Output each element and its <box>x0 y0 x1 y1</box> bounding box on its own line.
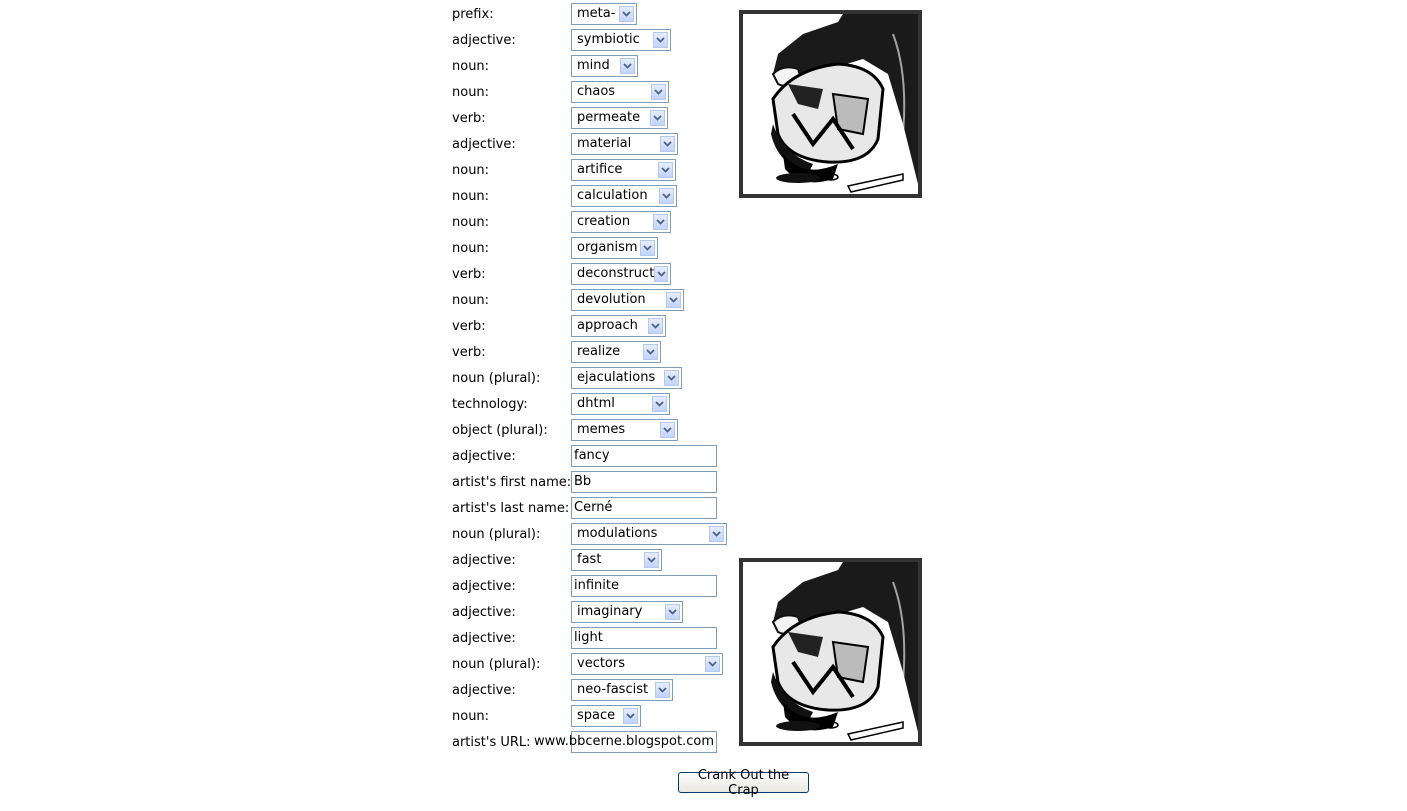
form-row <box>452 209 742 235</box>
chevron-down-icon[interactable] <box>640 240 655 256</box>
form-row <box>452 547 742 573</box>
chevron-down-icon[interactable] <box>665 604 680 620</box>
form-row <box>452 625 742 651</box>
field-label: noun (plural): <box>452 527 541 542</box>
select-value: chaos <box>577 84 616 99</box>
chevron-down-icon[interactable] <box>666 292 681 308</box>
photo-illustration <box>743 562 918 742</box>
select-value: vectors <box>577 656 626 671</box>
word-select[interactable] <box>571 263 671 285</box>
word-select[interactable] <box>571 3 637 25</box>
form-row <box>452 1 742 27</box>
field-label: noun: <box>452 215 490 230</box>
field-label: adjective: <box>452 33 516 48</box>
chevron-down-icon[interactable] <box>653 214 668 230</box>
chevron-down-icon[interactable] <box>648 318 663 334</box>
form-row <box>452 365 742 391</box>
word-text-input[interactable] <box>571 445 717 467</box>
select-value: artifice <box>577 162 623 177</box>
input-value: www.bbcerne.blogspot.com <box>533 734 714 749</box>
form-row <box>452 677 742 703</box>
field-label: noun: <box>452 241 490 256</box>
field-label: noun (plural): <box>452 371 541 386</box>
form-row <box>452 235 742 261</box>
select-value: fast <box>577 552 602 567</box>
select-value: calculation <box>577 188 648 203</box>
chevron-down-icon[interactable] <box>652 396 667 412</box>
field-label: noun: <box>452 709 490 724</box>
input-value: infinite <box>574 578 619 593</box>
form-row <box>452 157 742 183</box>
chevron-down-icon[interactable] <box>644 552 659 568</box>
form-row <box>452 339 742 365</box>
mad-libs-form <box>452 1 742 755</box>
word-select[interactable] <box>571 133 678 155</box>
field-label: adjective: <box>452 553 516 568</box>
field-label: verb: <box>452 111 486 126</box>
word-select[interactable] <box>571 367 682 389</box>
select-value: ejaculations <box>577 370 656 385</box>
select-value: realize <box>577 344 621 359</box>
chevron-down-icon[interactable] <box>651 84 666 100</box>
crank-out-submit-button[interactable]: Crank Out the Crap <box>678 772 809 793</box>
word-select[interactable] <box>571 29 671 51</box>
select-value: approach <box>577 318 638 333</box>
form-row <box>452 313 742 339</box>
word-text-input[interactable] <box>571 575 717 597</box>
word-select[interactable] <box>571 601 683 623</box>
form-row <box>452 703 742 729</box>
word-select[interactable] <box>571 237 658 259</box>
field-label: adjective: <box>452 137 516 152</box>
word-select[interactable] <box>571 289 684 311</box>
chevron-down-icon[interactable] <box>650 110 665 126</box>
form-row <box>452 469 742 495</box>
select-value: devolution <box>577 292 646 307</box>
select-value: material <box>577 136 632 151</box>
word-select[interactable] <box>571 341 661 363</box>
select-value: mind <box>577 58 610 73</box>
form-row <box>452 183 742 209</box>
select-value: creation <box>577 214 631 229</box>
input-value: Cerné <box>574 500 613 515</box>
field-label: technology: <box>452 397 528 412</box>
form-row <box>452 105 742 131</box>
field-label: verb: <box>452 267 486 282</box>
select-value: organism <box>577 240 638 255</box>
chevron-down-icon[interactable] <box>658 162 673 178</box>
form-row <box>452 391 742 417</box>
form-row <box>452 729 742 755</box>
hand-pouring-jar-photo-2 <box>739 558 922 746</box>
field-label: noun (plural): <box>452 657 541 672</box>
field-label: noun: <box>452 59 490 74</box>
select-value: space <box>577 708 616 723</box>
form-row <box>452 599 742 625</box>
chevron-down-icon[interactable] <box>619 6 634 22</box>
field-label: noun: <box>452 163 490 178</box>
word-text-input[interactable] <box>571 497 717 519</box>
field-label: verb: <box>452 319 486 334</box>
chevron-down-icon[interactable] <box>660 136 675 152</box>
chevron-down-icon[interactable] <box>653 32 668 48</box>
input-value: Bb <box>574 474 592 489</box>
chevron-down-icon[interactable] <box>620 58 635 74</box>
chevron-down-icon[interactable] <box>664 370 679 386</box>
select-value: dhtml <box>577 396 615 411</box>
form-row <box>452 417 742 443</box>
chevron-down-icon[interactable] <box>623 708 638 724</box>
chevron-down-icon[interactable] <box>659 188 674 204</box>
field-label: artist's URL: <box>452 735 531 750</box>
field-label: artist's last name: <box>452 501 570 516</box>
word-select[interactable] <box>571 107 668 129</box>
field-label: adjective: <box>452 579 516 594</box>
select-value: permeate <box>577 110 641 125</box>
word-select[interactable] <box>571 523 727 545</box>
form-row <box>452 53 742 79</box>
field-label: prefix: <box>452 7 494 22</box>
word-select[interactable] <box>571 185 677 207</box>
form-row <box>452 79 742 105</box>
form-row <box>452 651 742 677</box>
chevron-down-icon[interactable] <box>660 422 675 438</box>
form-row <box>452 573 742 599</box>
select-value: modulations <box>577 526 658 541</box>
field-label: noun: <box>452 293 490 308</box>
form-row <box>452 443 742 469</box>
word-select[interactable] <box>571 81 669 103</box>
word-select[interactable] <box>571 679 673 701</box>
chevron-down-icon[interactable] <box>655 682 670 698</box>
field-label: adjective: <box>452 683 516 698</box>
word-select[interactable] <box>571 549 662 571</box>
field-label: adjective: <box>452 449 516 464</box>
form-row <box>452 521 742 547</box>
form-row <box>452 261 742 287</box>
word-select[interactable] <box>571 159 676 181</box>
select-value: memes <box>577 422 626 437</box>
field-label: adjective: <box>452 605 516 620</box>
word-select[interactable] <box>571 653 723 675</box>
select-value: deconstruct <box>577 266 655 281</box>
select-value: meta- <box>577 6 616 21</box>
hand-pouring-jar-photo <box>739 10 922 198</box>
field-label: adjective: <box>452 631 516 646</box>
chevron-down-icon[interactable] <box>654 266 668 282</box>
field-label: noun: <box>452 85 490 100</box>
form-row <box>452 495 742 521</box>
form-row <box>452 131 742 157</box>
word-select[interactable] <box>571 211 671 233</box>
field-label: artist's first name: <box>452 475 572 490</box>
select-value: neo-fascist <box>577 682 649 697</box>
word-text-input[interactable] <box>571 471 717 493</box>
chevron-down-icon[interactable] <box>643 344 658 360</box>
word-select[interactable] <box>571 315 666 337</box>
word-text-input[interactable] <box>571 627 717 649</box>
field-label: object (plural): <box>452 423 548 438</box>
input-value: light <box>574 630 603 645</box>
word-select[interactable] <box>571 705 641 727</box>
form-row <box>452 287 742 313</box>
select-value: symbiotic <box>577 32 640 47</box>
chevron-down-icon[interactable] <box>705 656 720 672</box>
photo-illustration <box>743 14 918 194</box>
field-label: verb: <box>452 345 486 360</box>
chevron-down-icon[interactable] <box>709 526 724 542</box>
form-row <box>452 27 742 53</box>
field-label: noun: <box>452 189 490 204</box>
input-value: fancy <box>574 448 610 463</box>
word-select[interactable] <box>571 419 678 441</box>
select-value: imaginary <box>577 604 643 619</box>
word-select[interactable] <box>571 55 638 77</box>
word-text-input[interactable] <box>533 731 717 753</box>
word-select[interactable] <box>571 393 670 415</box>
